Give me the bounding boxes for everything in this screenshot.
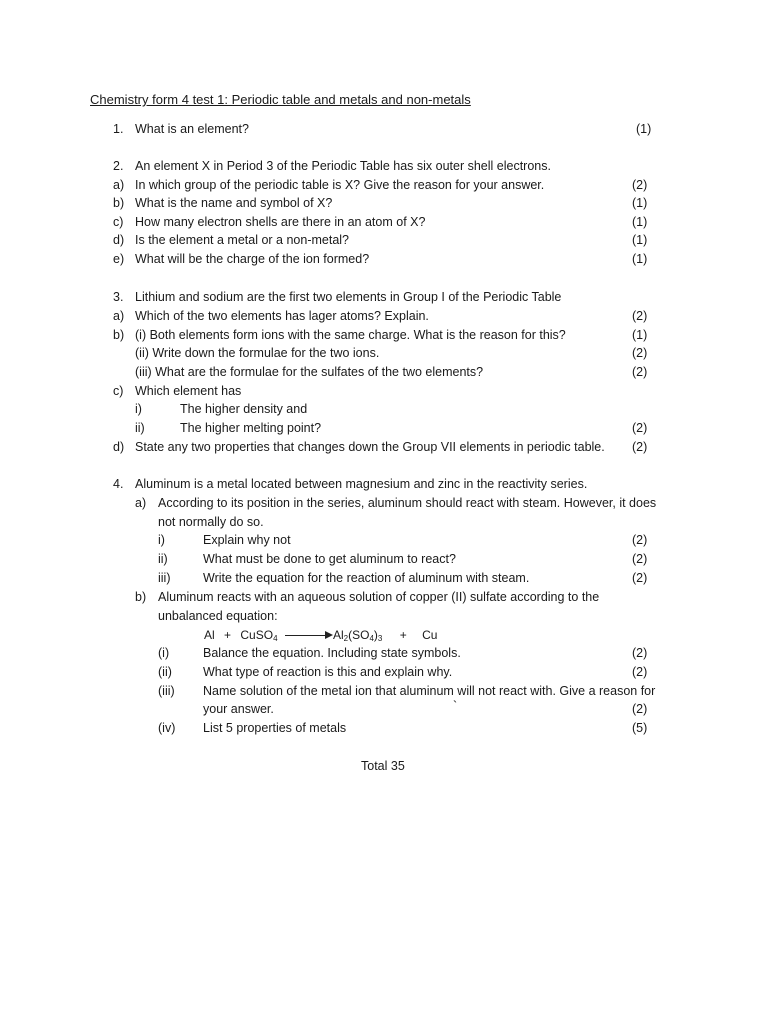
q3c-ii-label: ii) — [135, 421, 145, 435]
q3a-marks: (2) — [632, 309, 648, 323]
q3b-label: b) — [113, 328, 125, 342]
q3b-i-text: (i) Both elements form ions with the same charge. What is the reason for this? — [135, 328, 566, 342]
q3b-iii-marks: (2) — [632, 365, 648, 379]
q2a-marks: (2) — [632, 178, 648, 192]
q4a-iii-marks: (2) — [632, 571, 648, 585]
q4b-ii-marks: (2) — [632, 665, 648, 679]
q3c-ii-text: The higher melting point? — [180, 421, 322, 435]
q4b-iii-text-2: your answer. — [203, 702, 274, 716]
q4a-i-text: Explain why not — [203, 533, 291, 547]
q2b-marks: (1) — [632, 196, 648, 210]
q3b-iii-text: (iii) What are the formulae for the sulfates of the two elements? — [135, 365, 484, 379]
q3b-ii-marks: (2) — [632, 346, 648, 360]
q4b-iii-text-1: Name solution of the metal ion that aluminum will not react with. Give a reason for — [203, 684, 656, 698]
q3c-i-text: The higher density and — [180, 402, 308, 416]
q4b-iii-marks: (2) — [632, 702, 648, 716]
q2c-text: How many electron shells are there in an atom of X? — [135, 215, 426, 229]
q2d-marks: (1) — [632, 233, 648, 247]
eq-plus-1: + — [224, 628, 232, 642]
q4a-ii-text: What must be done to get aluminum to react? — [203, 552, 456, 566]
q3a-text: Which of the two elements has lager atoms? Explain. — [135, 309, 429, 323]
q4a-line2: not normally do so. — [158, 515, 264, 529]
q4b-ii-label: (ii) — [158, 665, 172, 679]
q3d-text: State any two properties that changes down the Group VII elements in periodic table. — [135, 440, 605, 454]
eq-plus-2: + — [399, 628, 407, 642]
q2b-text: What is the name and symbol of X? — [135, 196, 333, 210]
stray-tick-mark: ` — [453, 699, 458, 713]
total-marks: Total 35 — [361, 759, 405, 773]
q4b-label: b) — [135, 590, 147, 604]
q4b-line1: Aluminum reacts with an aqueous solution of copper (II) sulfate according to the — [158, 590, 600, 604]
q1-marks: (1) — [636, 122, 652, 136]
q4a-ii-marks: (2) — [632, 552, 648, 566]
q3c-marks: (2) — [632, 421, 648, 435]
q2a-label: a) — [113, 178, 125, 192]
q2d-text: Is the element a metal or a non-metal? — [135, 233, 350, 247]
q4b-iv-marks: (5) — [632, 721, 648, 735]
q2c-label: c) — [113, 215, 124, 229]
page-title: Chemistry form 4 test 1: Periodic table and metals and non-metals — [90, 92, 471, 107]
q1-number: 1. — [113, 122, 124, 136]
q2-number: 2. — [113, 159, 124, 173]
q1-text: What is an element? — [135, 122, 249, 136]
q4b-line2: unbalanced equation: — [158, 609, 278, 623]
reaction-arrow-line — [285, 635, 329, 636]
q4a-ii-label: ii) — [158, 552, 168, 566]
q3a-label: a) — [113, 309, 125, 323]
q3c-label: c) — [113, 384, 124, 398]
q2e-label: e) — [113, 252, 125, 266]
q2a-text: In which group of the periodic table is X? Give the reason for your answer. — [135, 178, 545, 192]
q3d-label: d) — [113, 440, 125, 454]
q3c-i-label: i) — [135, 402, 142, 416]
q3b-i-marks: (1) — [632, 328, 648, 342]
q4b-iii-label: (iii) — [158, 684, 175, 698]
eq-product-al2so43: $Al_2(SO_4)_3$ — [333, 628, 383, 643]
eq-reactant-al: Al — [204, 628, 215, 642]
q3-text: Lithium and sodium are the first two elements in Group I of the Periodic Table — [135, 290, 562, 304]
q4b-ii-text: What type of reaction is this and explain why. — [203, 665, 453, 679]
q2c-marks: (1) — [632, 215, 648, 229]
eq-product-cu: Cu — [422, 628, 438, 642]
q4a-label: a) — [135, 496, 147, 510]
q2b-label: b) — [113, 196, 125, 210]
q3-number: 3. — [113, 290, 124, 304]
q4-number: 4. — [113, 477, 124, 491]
q4b-i-label: (i) — [158, 646, 170, 660]
q2d-label: d) — [113, 233, 125, 247]
equation-products — [333, 627, 437, 643]
q4-text: Aluminum is a metal located between magnesium and zinc in the reactivity series. — [135, 477, 588, 491]
q2e-text: What will be the charge of the ion formed? — [135, 252, 370, 266]
q4a-line1: According to its position in the series, aluminum should react with steam. However, it does — [158, 496, 657, 510]
equation — [204, 627, 278, 643]
q3d-marks: (2) — [632, 440, 648, 454]
q4a-iii-label: iii) — [158, 571, 171, 585]
q3c-text: Which element has — [135, 384, 242, 398]
q3b-ii-text: (ii) Write down the formulae for the two ions. — [135, 346, 380, 360]
q4b-iv-text: List 5 properties of metals — [203, 721, 347, 735]
q4b-i-marks: (2) — [632, 646, 648, 660]
q4a-i-label: i) — [158, 533, 165, 547]
q2-text: An element X in Period 3 of the Periodic Table has six outer shell electrons. — [135, 159, 551, 173]
q2e-marks: (1) — [632, 252, 648, 266]
q4b-i-text: Balance the equation. Including state symbols. — [203, 646, 461, 660]
q4a-iii-text: Write the equation for the reaction of aluminum with steam. — [203, 571, 530, 585]
q4a-i-marks: (2) — [632, 533, 648, 547]
reaction-arrow-icon — [325, 631, 333, 639]
q4b-iv-label: (iv) — [158, 721, 176, 735]
eq-reactant-cuso4: CuSO$_4$ — [240, 628, 278, 643]
